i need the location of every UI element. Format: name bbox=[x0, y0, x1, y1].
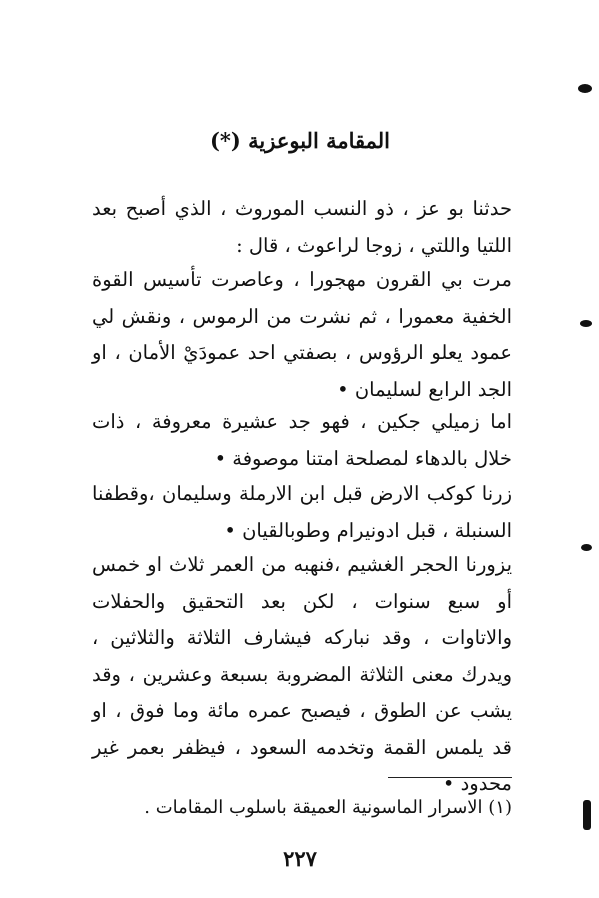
paragraph-5: يزورنا الحجر الغشيم ،فنهبه من العمر ثلاث او خمس أو سبع سنوات ، لكن بعد التحقيق والحفلات والاتاوات ، وقد نباركه فيشارف الثلاثة والثلاثين ، ويدرك معنى الثلاثة المضروبة بسبعة وعشرين ، وقد يشب عن الطوق ، فيصبح عمره مائة وما فوق ، او قد يلمس القمة وتخدمه السعود ، فيظفر بعمر غير محدود • bbox=[92, 553, 512, 795]
margin-ink-mark bbox=[583, 800, 591, 830]
page-title: المقامة البوعزية (*) bbox=[209, 128, 391, 153]
margin-ink-mark bbox=[580, 320, 592, 327]
page-number: ٢٢٧ bbox=[283, 846, 317, 871]
footnote: (١) الاسرار الماسونية العميقة باسلوب المقامات . bbox=[144, 797, 512, 818]
paragraph-2: مرت بي القرون مهجورا ، وعاصرت تأسيس القوة الخفية معمورا ، ثم نشرت من الرموس ، ونقش لي عمود يعلو الرؤوس ، بصفتي احد عمودَيْ الأمان ، او الجد الرابع لسليمان • bbox=[92, 268, 512, 401]
paragraph-4: زرنا كوكب الارض قبل ابن الارملة وسليمان ،وقطفنا السنبلة ، قبل ادونيرام وطوبالقيان • bbox=[92, 482, 512, 542]
paragraph-1: حدثنا بو عز ، ذو النسب الموروث ، الذي أصبح بعد اللتيا واللتي ، زوجا لراعوث ، قال : bbox=[92, 197, 512, 257]
footnote-divider bbox=[388, 777, 512, 778]
margin-ink-mark bbox=[581, 544, 592, 551]
paragraph-3: اما زميلي جكين ، فهو جد عشيرة معروفة ، ذات خلال بالدهاء لمصلحة امتنا موصوفة • bbox=[92, 410, 512, 470]
margin-ink-mark bbox=[578, 84, 592, 93]
